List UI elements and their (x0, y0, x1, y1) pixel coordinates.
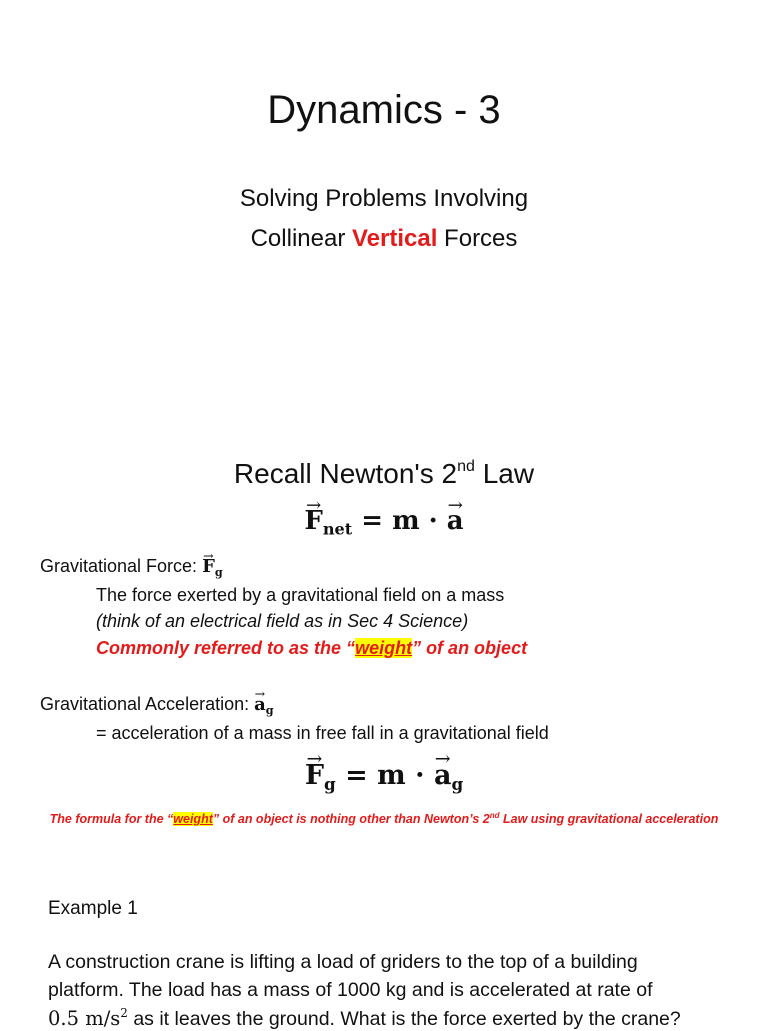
newton-second-law-equation (0, 506, 768, 539)
fg-symbol: → F (202, 556, 215, 577)
fg-eq-symbol: → F (305, 760, 324, 791)
weight-note-post: ” of an object (412, 638, 528, 658)
ag-symbol-inline (254, 694, 273, 715)
recall-heading (0, 458, 768, 490)
weight-formula-note (0, 811, 768, 826)
subtitle-vertical-highlight: Vertical (351, 225, 438, 252)
subtitle-line-1: Solving Problems Involving (239, 185, 529, 212)
example-acceleration-exponent: 2 (120, 1006, 128, 1020)
fg-subscript: g (214, 565, 223, 579)
note-pre: The formula for the “ (49, 812, 174, 826)
fg-symbol-inline (202, 556, 223, 577)
subtitle-line-2-post: Forces (437, 225, 518, 252)
page-title: Dynamics - 3 (267, 88, 501, 132)
example-line-3 (48, 1006, 681, 1031)
example-line-1: A construction crane is lifting a load of griders to the top of a building (48, 951, 638, 973)
weight-note-pre: Commonly referred to as the “ (96, 638, 356, 658)
grav-force-label: Gravitational Force: (40, 556, 203, 576)
weight-equation (0, 760, 768, 794)
subtitle-line-2-pre: Collinear (250, 225, 352, 252)
weight-highlight: weight (355, 638, 413, 658)
note-weight-highlight: weight (173, 812, 213, 826)
fg-eq-subscript: g (324, 773, 336, 794)
ag-eq-subscript: g (451, 773, 464, 794)
note-mid: ” of an object is nothing other than Newton’s 2 (212, 812, 490, 826)
acceleration-symbol: → a (447, 506, 464, 536)
note-sup: nd (489, 811, 500, 820)
recall-heading-post: Law (474, 458, 535, 489)
subtitle-line-2 (0, 225, 768, 253)
ag-eq-symbol: → a (434, 760, 452, 791)
grav-acc-heading (40, 694, 274, 717)
recall-heading-sup: nd (457, 458, 475, 475)
grav-force-weight-note (96, 638, 527, 659)
grav-force-think: (think of an electrical field as in Sec 4 Science) (96, 611, 469, 631)
example-line-3-post: as it leaves the ground. What is the force exerted by the crane? (127, 1008, 681, 1030)
example-line-2: platform. The load has a mass of 1000 kg and is accelerated at rate of (48, 979, 653, 1001)
note-post: Law using gravitational acceleration (499, 812, 719, 826)
ag-subscript: g (265, 703, 274, 717)
equation2-operator: = m · (335, 760, 434, 791)
recall-heading-pre: Recall Newton's 2 (233, 458, 458, 489)
equation1-operator: = m · (352, 506, 447, 536)
example-title: Example 1 (48, 898, 138, 919)
grav-force-definition: The force exerted by a gravitational field on a mass (96, 585, 505, 605)
ag-symbol: → a (254, 694, 266, 715)
fnet-subscript: net (322, 519, 353, 539)
example-acceleration-value: 0.5 m/s (48, 1007, 121, 1030)
grav-acc-definition: = acceleration of a mass in free fall in a gravitational field (96, 723, 549, 743)
grav-acc-label: Gravitational Acceleration: (40, 694, 255, 714)
fnet-symbol: → F (304, 506, 322, 536)
grav-force-heading (40, 556, 223, 579)
